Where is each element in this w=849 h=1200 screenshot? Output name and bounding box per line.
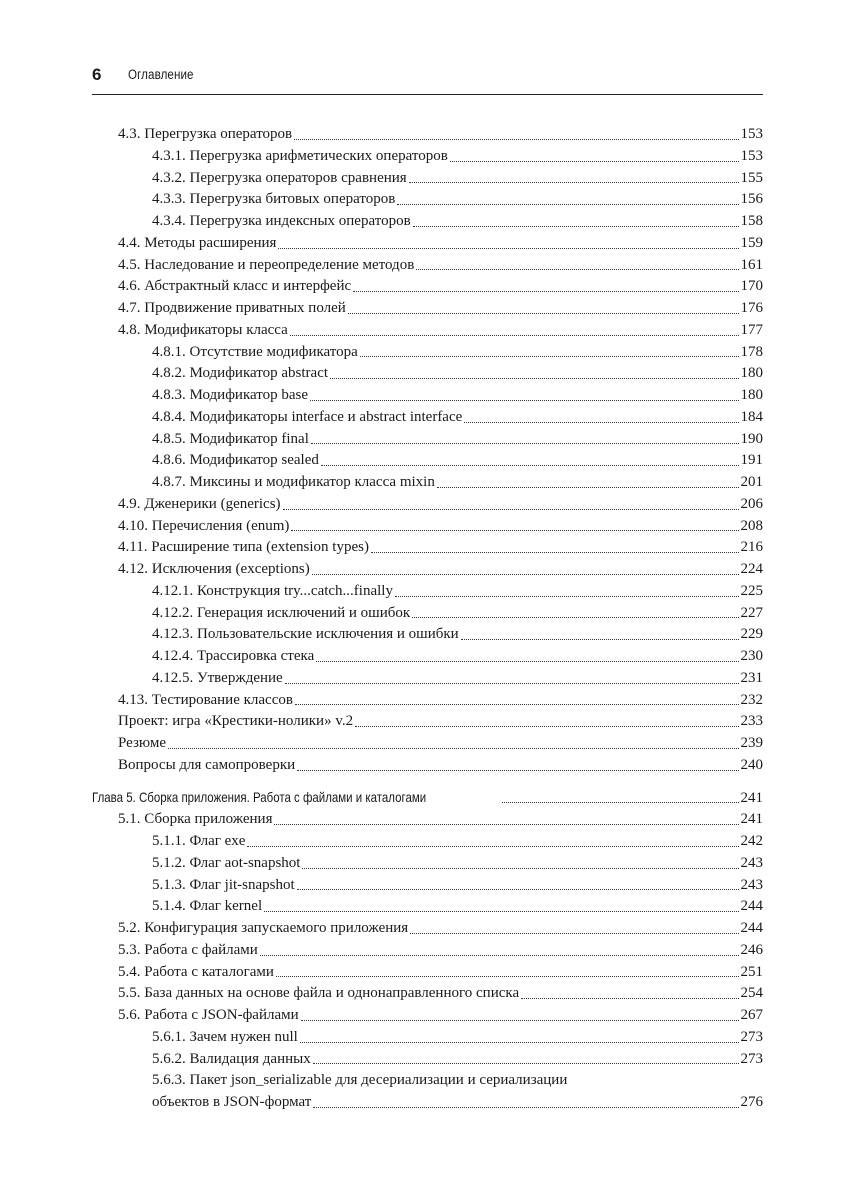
toc-entry <box>0 1049 763 1071</box>
toc-entry <box>0 831 763 853</box>
dot-leader <box>295 703 739 705</box>
dot-leader <box>348 312 739 314</box>
table-of-contents <box>0 124 849 1114</box>
page-header <box>92 60 763 95</box>
toc-entry-label: 4.4. Методы расширения <box>118 234 277 251</box>
dot-leader <box>310 399 738 401</box>
toc-entry-label: 4.6. Абстрактный класс и интерфейс <box>118 278 352 295</box>
toc-page-number: 244 <box>740 920 763 936</box>
dot-leader <box>316 660 738 662</box>
toc-entry-label: 4.12.5. Утверждение <box>152 669 283 686</box>
toc-entry <box>0 320 763 342</box>
toc-entry-label: 4.8. Модификаторы класса <box>118 321 288 338</box>
toc-entry <box>0 668 763 690</box>
dot-leader <box>274 823 738 825</box>
toc-entry-label: Вопросы для самопроверки <box>118 756 296 773</box>
toc-entry <box>0 690 763 712</box>
toc-page-number: 243 <box>740 876 763 893</box>
dot-leader <box>360 355 739 357</box>
dot-leader <box>278 247 738 249</box>
toc-page-number: 155 <box>740 169 763 186</box>
dot-leader <box>311 442 739 444</box>
toc-entry <box>0 646 763 668</box>
toc-entry-label: 5.6.2. Валидация данных <box>152 1050 311 1067</box>
dot-leader <box>397 203 738 205</box>
toc-page-number: 243 <box>740 854 763 871</box>
toc-entry <box>0 363 763 385</box>
toc-entry-label: 5.6.3. Пакет json_serializable для десериализации и сериализации <box>152 1072 568 1089</box>
toc-page-number: 153 <box>740 147 763 164</box>
toc-entry <box>0 1070 763 1114</box>
dot-leader <box>464 421 738 423</box>
toc-entry-label: 4.8.6. Модификатор sealed <box>152 452 319 469</box>
page-number: 6 <box>92 65 102 84</box>
toc-page-number: 244 <box>740 898 763 915</box>
dot-leader <box>502 801 739 803</box>
toc-entry-label: 4.8.4. Модификаторы interface и abstract interface <box>152 408 463 425</box>
toc-page-number: 242 <box>740 833 763 849</box>
toc-entry <box>0 189 763 211</box>
toc-entry <box>0 537 763 559</box>
dot-leader <box>321 464 739 466</box>
toc-entry <box>0 733 763 755</box>
toc-entry <box>0 875 763 897</box>
dot-leader <box>312 573 739 575</box>
toc-page-number: 273 <box>740 1050 763 1067</box>
toc-entry-label: 4.3. Перегрузка операторов <box>118 126 293 142</box>
toc-entry <box>0 124 763 146</box>
toc-page-number: 241 <box>740 789 763 806</box>
toc-entry-label: 5.1.2. Флаг aot-snapshot <box>152 854 301 871</box>
dot-leader <box>330 377 738 379</box>
toc-entry-label: 5.1. Сборка приложения <box>118 811 273 828</box>
toc-entry-label: 5.1.3. Флаг jit-snapshot <box>152 876 295 893</box>
toc-page-number: 158 <box>740 213 763 229</box>
toc-entry-label: 4.5. Наследование и переопределение методов <box>118 256 415 273</box>
toc-entry <box>0 407 763 429</box>
toc-page-number: 159 <box>740 234 763 251</box>
toc-page-number: 241 <box>740 811 763 828</box>
toc-page-number: 190 <box>740 430 763 447</box>
toc-entry-label: 4.8.1. Отсутствие модификатора <box>152 343 358 360</box>
dot-leader <box>313 1062 739 1064</box>
toc-entry-label: Глава 5. Сборка приложения. Работа с файлами и каталогами <box>92 788 427 805</box>
toc-page-number: 225 <box>740 582 763 599</box>
toc-entry <box>0 1005 763 1027</box>
toc-page-number: 246 <box>740 941 763 958</box>
toc-page-number: 239 <box>740 735 763 751</box>
toc-page-number: 180 <box>740 387 763 403</box>
toc-page-number: 156 <box>740 191 763 208</box>
dot-leader <box>297 888 739 890</box>
toc-page-number: 227 <box>740 604 763 621</box>
dot-leader <box>371 551 739 553</box>
dot-leader <box>313 1106 738 1108</box>
toc-page-number: 267 <box>740 1007 763 1023</box>
toc-entry-label: 5.2. Конфигурация запускаемого приложения <box>118 920 409 936</box>
toc-entry <box>0 276 763 298</box>
dot-leader <box>300 1041 739 1043</box>
toc-entry <box>0 255 763 277</box>
dot-leader <box>283 508 739 510</box>
toc-page-number: 276 <box>740 1094 763 1110</box>
toc-entry-label: 5.3. Работа с файлами <box>118 941 258 958</box>
toc-entry-label: 4.13. Тестирование классов <box>118 691 293 708</box>
toc-entry-label: 4.11. Расширение типа (extension types) <box>118 539 369 556</box>
dot-leader <box>437 486 739 488</box>
toc-entry <box>0 962 763 984</box>
toc-entry <box>0 603 763 625</box>
toc-entry <box>0 298 763 320</box>
dot-leader <box>291 529 738 531</box>
dot-leader <box>260 954 739 956</box>
dot-leader <box>168 747 738 749</box>
toc-entry-label: 4.12.2. Генерация исключений и ошибок <box>152 604 411 621</box>
toc-page-number: 201 <box>740 474 763 490</box>
dot-leader <box>416 268 738 270</box>
toc-entry-label: 4.3.1. Перегрузка арифметических операторов <box>152 147 448 164</box>
running-title: Оглавление <box>128 67 194 82</box>
toc-entry <box>0 342 763 364</box>
dot-leader <box>301 1019 739 1021</box>
toc-entry-label: 4.12.3. Пользовательские исключения и ошибки <box>152 626 459 643</box>
toc-page-number: 177 <box>740 321 763 338</box>
toc-page-number: 170 <box>740 278 763 295</box>
toc-entry <box>0 559 763 581</box>
dot-leader <box>355 725 738 727</box>
toc-entry <box>0 940 763 962</box>
toc-entry <box>0 809 763 831</box>
dot-leader <box>285 682 739 684</box>
toc-entry <box>0 146 763 168</box>
toc-entry-label: 5.1.4. Флаг kernel <box>152 898 263 915</box>
toc-entry <box>0 516 763 538</box>
dot-leader <box>297 769 738 771</box>
toc-entry-label: 5.6. Работа с JSON-файлами <box>118 1007 299 1023</box>
toc-entry-label: 5.4. Работа с каталогами <box>118 963 274 980</box>
toc-entry-label: 5.1.1. Флаг exe <box>152 833 246 849</box>
dot-leader <box>413 225 739 227</box>
toc-page-number: 161 <box>740 256 763 273</box>
dot-leader <box>521 997 738 999</box>
toc-entry <box>0 624 763 646</box>
toc-entry <box>0 711 763 733</box>
toc-entry-label-continued: объектов в JSON-формат <box>152 1094 312 1110</box>
toc-entry-label: Проект: игра «Крестики-нолики» v.2 <box>118 713 354 730</box>
dot-leader <box>353 290 738 292</box>
toc-entry <box>0 450 763 472</box>
toc-entry-label: Резюме <box>118 735 167 751</box>
dot-leader <box>450 160 739 162</box>
toc-entry <box>0 494 763 516</box>
dot-leader <box>302 867 738 869</box>
toc-entry-label: 5.6.1. Зачем нужен null <box>152 1028 298 1045</box>
dot-leader <box>461 638 739 640</box>
dot-leader <box>276 975 739 977</box>
toc-page-number: 230 <box>740 648 763 664</box>
toc-entry <box>0 472 763 494</box>
toc-page-number: 178 <box>740 343 763 360</box>
toc-entry <box>0 896 763 918</box>
toc-entry <box>0 1027 763 1049</box>
toc-page-number: 231 <box>740 669 763 686</box>
toc-entry-label: 4.3.2. Перегрузка операторов сравнения <box>152 169 407 186</box>
toc-entry-label: 4.8.2. Модификатор abstract <box>152 365 329 382</box>
toc-page-number: 240 <box>740 756 763 773</box>
toc-entry <box>0 983 763 1005</box>
toc-entry <box>0 168 763 190</box>
toc-entry <box>0 581 763 603</box>
dot-leader <box>412 616 738 618</box>
dot-leader <box>409 181 739 183</box>
toc-entry <box>0 755 763 777</box>
toc-chapter-entry <box>0 788 763 810</box>
toc-entry <box>0 918 763 940</box>
toc-page-number: 180 <box>740 365 763 382</box>
dot-leader <box>294 138 738 140</box>
toc-page-number: 232 <box>740 691 763 708</box>
dot-leader <box>410 932 738 934</box>
toc-entry-label: 4.7. Продвижение приватных полей <box>118 300 346 316</box>
toc-entry-label: 4.12. Исключения (exceptions) <box>118 561 310 577</box>
toc-page-number: 229 <box>740 626 763 643</box>
toc-entry-label: 4.3.3. Перегрузка битовых операторов <box>152 191 396 208</box>
toc-page-number: 251 <box>740 963 763 980</box>
dot-leader <box>264 910 738 912</box>
toc-page-number: 224 <box>740 561 763 577</box>
toc-page-number: 233 <box>740 713 763 730</box>
toc-entry-label: 4.3.4. Перегрузка индексных операторов <box>152 213 411 229</box>
toc-entry-label: 4.8.3. Модификатор base <box>152 387 309 403</box>
toc-entry <box>0 211 763 233</box>
toc-page-number: 206 <box>740 495 763 512</box>
toc-entry <box>0 233 763 255</box>
toc-entry <box>0 853 763 875</box>
toc-entry-label: 5.5. База данных на основе файла и однонаправленного списка <box>118 985 520 1002</box>
toc-page-number: 191 <box>740 452 763 469</box>
toc-page-number: 184 <box>740 408 763 425</box>
dot-leader <box>290 334 739 336</box>
toc-page-number: 273 <box>740 1028 763 1045</box>
toc-entry-label: 4.8.7. Миксины и модификатор класса mixin <box>152 474 435 490</box>
toc-entry-label: 4.10. Перечисления (enum) <box>118 517 290 534</box>
toc-page-number: 254 <box>740 985 763 1002</box>
toc-entry <box>0 429 763 451</box>
toc-entry-label: 4.12.1. Конструкция try...catch...finally <box>152 582 393 599</box>
toc-page-number: 153 <box>740 126 763 142</box>
dot-leader <box>247 845 738 847</box>
toc-page-number: 176 <box>740 300 763 316</box>
toc-entry <box>0 385 763 407</box>
toc-entry-label: 4.12.4. Трассировка стека <box>152 648 315 664</box>
toc-entry-label: 4.8.5. Модификатор final <box>152 430 309 447</box>
toc-page-number: 208 <box>740 517 763 534</box>
toc-entry-label: 4.9. Дженерики (generics) <box>118 495 281 512</box>
dot-leader <box>395 595 739 597</box>
toc-page-number: 216 <box>740 539 763 556</box>
